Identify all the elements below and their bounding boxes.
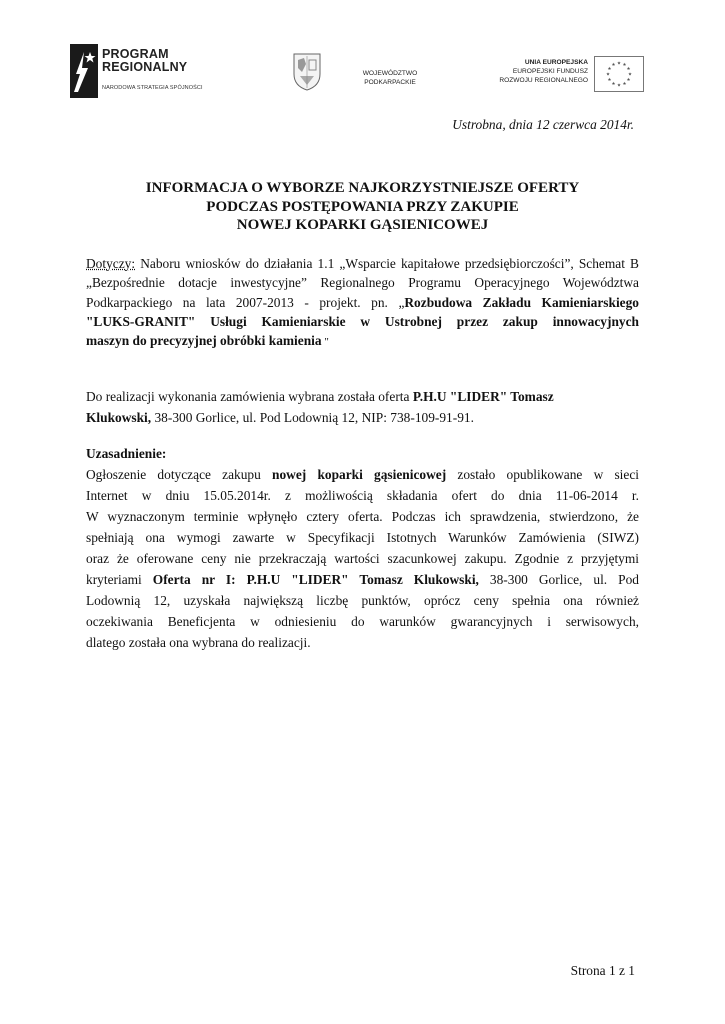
title-line1: INFORMACJA O WYBORZE NAJKORZYSTNIEJSZE OFERTY	[145, 180, 580, 196]
eu-line3: ROZWOJU REGIONALNEGO	[499, 76, 588, 84]
justification-line: dlatego została ona wybrana do realizacji.	[86, 635, 311, 650]
justification-line: oczekiwania Beneficjenta w odniesieniu do warunków gwarancyjnych i serwisowych,	[86, 614, 639, 629]
document-date: Ustrobna, dnia 12 czerwca 2014r.	[452, 117, 634, 132]
voivodeship-line1: WOJEWÓDZTWO	[362, 70, 418, 77]
program-logo-line1: PROGRAM	[102, 47, 169, 61]
justification-heading: Uzasadnienie:	[86, 446, 167, 461]
document-header	[0, 0, 725, 110]
regarding-line: „Bezpośrednie dotacje inwestycyjne” Regionalnego Programu Operacyjnego Województwa	[86, 275, 639, 291]
justification-line: spełniają ona wymogi zawarte w Specyfikacji Istotnych Warunków Zamówienia (SIWZ)	[86, 530, 639, 545]
eu-line1: UNIA EUROPEJSKA	[524, 59, 588, 66]
justification-line: kryteriami Oferta nr I: P.H.U "LIDER" Tomasz Klukowski, 38-300 Gorlice, ul. Pod	[86, 572, 639, 587]
regarding-line: Podkarpackiego na lata 2007-2013 - projekt. pn. „Rozbudowa Zakładu Kamieniarskiego	[86, 294, 639, 310]
title-line2: PODCZAS POSTĘPOWANIA PRZY ZAKUPIE	[206, 198, 519, 215]
regarding-paragraph	[86, 254, 639, 352]
justification-line: Internet w dniu 15.05.2014r. z możliwością składania ofert do dnia 11-06-2014 r.	[86, 488, 639, 503]
voivodeship-crest-icon	[292, 52, 322, 92]
program-logo-line2: REGIONALNY	[102, 60, 188, 74]
program-regionalny-logo	[70, 44, 220, 100]
document-title	[86, 179, 639, 235]
eu-fund-label	[470, 59, 588, 85]
eu-flag-icon	[594, 56, 644, 92]
justification-line: W wyznaczonym terminie wpłynęło cztery oferta. Podczas ich sprawdzenia, stwierdzono, że	[86, 509, 639, 524]
title-line3: NOWEJ KOPARKI GĄSIENICOWEJ	[236, 217, 489, 233]
regarding-line: Dotyczy: Naboru wniosków do działania 1.1 „Wsparcie kapitałowe przedsiębiorczości”, Schemat B	[86, 256, 639, 271]
regarding-line: maszyn do precyzyjnej obróbki kamienia "	[86, 333, 329, 349]
selection-paragraph	[86, 386, 639, 428]
program-logo-wordmark	[102, 48, 187, 74]
voivodeship-line2: PODKARPACKIE	[364, 78, 416, 86]
regarding-label: Dotyczy:	[86, 256, 136, 271]
program-regionalny-emblem-icon	[70, 44, 98, 98]
page-number: Strona 1 z 1	[570, 963, 635, 978]
selection-line: Do realizacji wykonania zamówienia wybrana została oferta P.H.U "LIDER" Tomasz	[86, 389, 554, 404]
justification-line: Lodownią 12, uzyskała największą liczbę punktów, oprócz ceny spełnia ona również	[86, 593, 639, 608]
program-logo-subtitle: NARODOWA STRATEGIA SPÓJNOŚCI	[102, 85, 203, 91]
justification-paragraph	[86, 443, 639, 653]
regarding-line: "LUKS-GRANIT" Usługi Kamieniarskie w Ustrobnej przez zakup innowacyjnych	[86, 313, 639, 329]
justification-line: Ogłoszenie dotyczące zakupu nowej koparki gąsienicowej zostało opublikowane w sieci	[86, 467, 639, 482]
justification-line: oraz że oferowane ceny nie przekraczają wartości szacunkowej zakupu. Zgodnie z przyjętymi	[86, 551, 639, 566]
voivodeship-name	[345, 70, 435, 87]
eu-line2: EUROPEJSKI FUNDUSZ	[512, 67, 588, 75]
selection-line: Klukowski, 38-300 Gorlice, ul. Pod Lodownią 12, NIP: 738-109-91-91.	[86, 410, 474, 425]
